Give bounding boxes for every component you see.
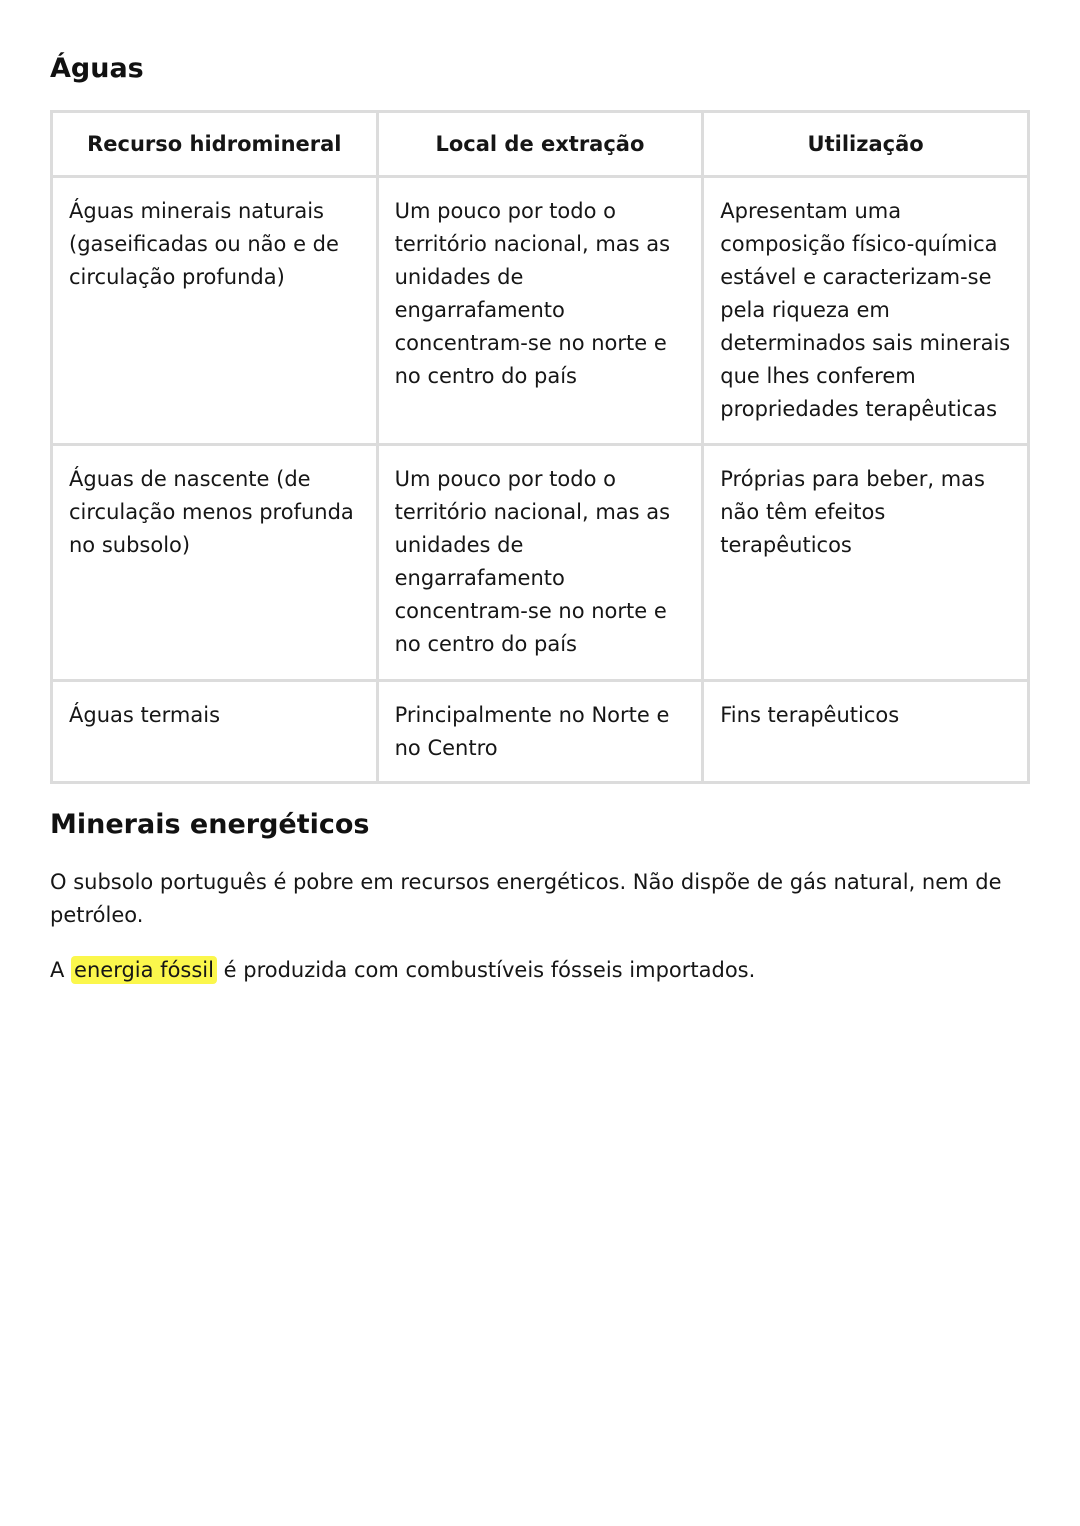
header-local: Local de extração — [377, 112, 703, 177]
highlighted-term: energia fóssil — [71, 956, 217, 984]
section-title-aguas: Águas — [50, 53, 144, 84]
table-header-row — [52, 112, 1029, 177]
table-row — [52, 445, 1029, 681]
table-cell: Um pouco por todo o território nacional, mas as unidades de engarrafamento concentram-se no norte e no centro do país — [377, 177, 703, 445]
table-row — [52, 177, 1029, 445]
table-cell: Próprias para beber, mas não têm efeitos terapêuticos — [703, 445, 1029, 681]
paragraph-energia-fossil — [50, 954, 1030, 987]
hydromineral-table — [50, 110, 1030, 784]
table-cell: Principalmente no Norte e no Centro — [377, 681, 703, 783]
table-cell: Águas minerais naturais (gaseificadas ou não e de circulação profunda) — [52, 177, 378, 445]
table-cell: Um pouco por todo o território nacional, mas as unidades de engarrafamento concentram-se no norte e no centro do país — [377, 445, 703, 681]
header-utilizacao: Utilização — [703, 112, 1029, 177]
paragraph-suffix: é produzida com combustíveis fósseis importados. — [216, 958, 756, 982]
table-cell: Águas termais — [52, 681, 378, 783]
table-cell: Fins terapêuticos — [703, 681, 1029, 783]
table-cell: Apresentam uma composição físico-química estável e caracterizam-se pela riqueza em determinados sais minerais que lhes conferem propriedades terapêuticas — [703, 177, 1029, 445]
paragraph-subsolo: O subsolo português é pobre em recursos energéticos. Não dispõe de gás natural, nem de petróleo. — [50, 870, 1002, 927]
table-cell: Águas de nascente (de circulação menos profunda no subsolo) — [52, 445, 378, 681]
section-title-minerais: Minerais energéticos — [50, 809, 370, 840]
header-recurso: Recurso hidromineral — [52, 112, 378, 177]
paragraph-prefix: A — [50, 958, 72, 982]
table-row — [52, 681, 1029, 783]
